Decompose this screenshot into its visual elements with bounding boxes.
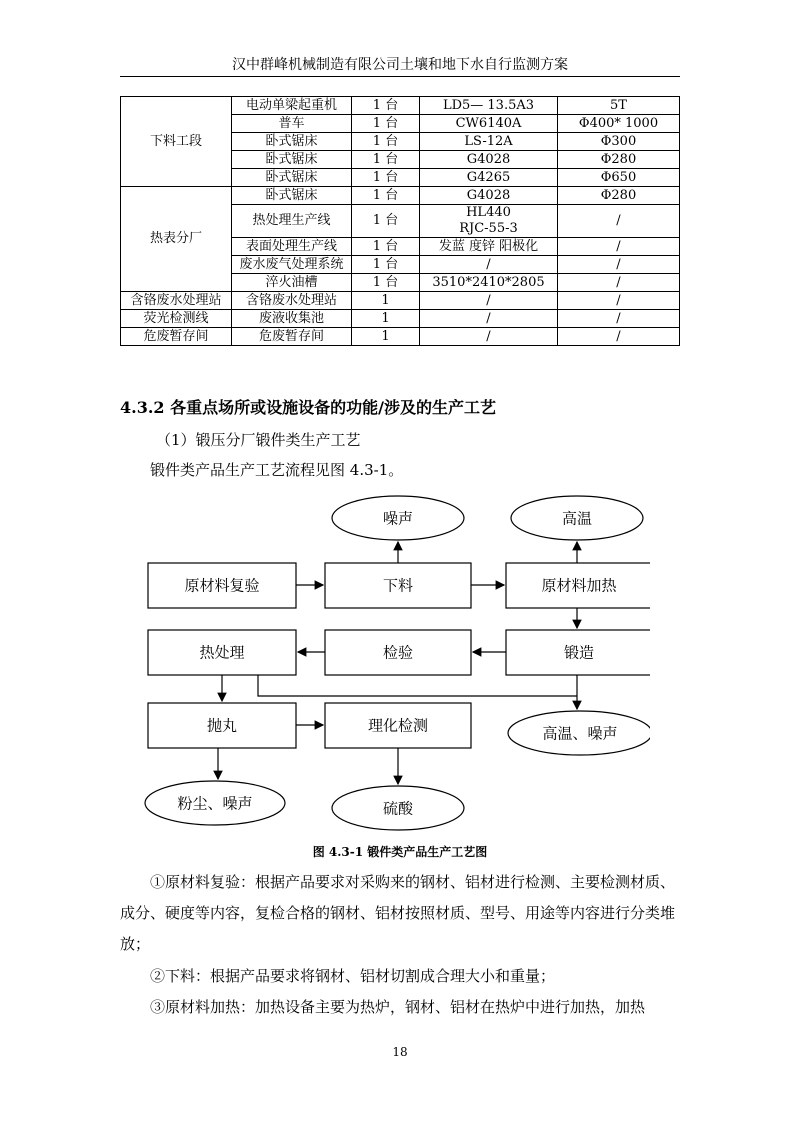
raw-heating-label: 原材料加热 — [541, 576, 617, 595]
phys-chem-label: 理化检测 — [367, 716, 429, 735]
sulfuric-label: 硫酸 — [382, 799, 414, 818]
table-cell: / — [558, 292, 680, 310]
table-cell: / — [420, 256, 558, 274]
table-cell: 卧式锯床 — [232, 169, 352, 187]
table-cell: / — [420, 292, 558, 310]
table-cell: 1 台 — [352, 115, 420, 133]
dust-noise-label: 粉尘、噪声 — [177, 794, 253, 813]
table-row — [121, 328, 680, 346]
table-cell: LD5— 13.5A3 — [420, 97, 558, 115]
page-number: 18 — [392, 1045, 408, 1059]
table-cell: 危废暂存间 — [232, 328, 352, 346]
table-cell: / — [558, 310, 680, 328]
intro-text: 锻件类产品生产工艺流程见图 4.3-1。 — [150, 461, 404, 479]
table-cell: LS-12A — [420, 133, 558, 151]
table-row — [121, 187, 680, 205]
paragraph-raw-heating: ③原材料加热：加热设备主要为热炉，钢材、铝材在热炉中进行加热，加热 — [150, 998, 646, 1016]
table-cell: 普车 — [232, 115, 352, 133]
cutting-label: 下料 — [382, 576, 414, 595]
heat-treat-label: 热处理 — [199, 643, 245, 662]
table-cell: 废水废气处理系统 — [232, 256, 352, 274]
forging-label: 锻造 — [563, 643, 595, 662]
table-row — [121, 97, 680, 115]
table-cell: G4028 — [420, 151, 558, 169]
table-cell: 1 — [352, 292, 420, 310]
table-cell: Φ280 — [558, 187, 680, 205]
table-row — [121, 310, 680, 328]
high-temp-noise-label: 高温、噪声 — [542, 724, 618, 743]
group-name-cell: 荧光检测线 — [121, 310, 232, 328]
table-cell: 卧式锯床 — [232, 133, 352, 151]
table-cell: 电动单梁起重机 — [232, 97, 352, 115]
table-cell: 发蓝 度锌 阳极化 — [420, 238, 558, 256]
table-cell: G4028 — [420, 187, 558, 205]
table-cell: 热处理生产线 — [232, 205, 352, 238]
table-cell: Φ400* 1000 — [558, 115, 680, 133]
table-cell: 1 台 — [352, 238, 420, 256]
table-cell: 含铬废水处理站 — [232, 292, 352, 310]
page-header: 汉中群峰机械制造有限公司土壤和地下水自行监测方案 — [232, 57, 568, 73]
equipment-table — [120, 96, 680, 346]
sub-heading: （1）锻压分厂锻件类生产工艺 — [156, 431, 361, 449]
high-temp-label: 高温 — [561, 509, 593, 528]
process-flow-diagram — [130, 490, 650, 835]
table-cell: G4265 — [420, 169, 558, 187]
header-rule — [120, 76, 680, 77]
paragraph-raw-inspect: ①原材料复验：根据产品要求对采购来的钢材、铝材进行检测、主要检测材质、成分、硬度等内容，复检合格的钢材、铝材按照材质、型号、用途等内容进行分类堆放； — [120, 873, 676, 953]
group-name-cell: 危废暂存间 — [121, 328, 232, 346]
table-cell: 1 — [352, 328, 420, 346]
table-cell: 1 台 — [352, 151, 420, 169]
table-cell: 1 台 — [352, 97, 420, 115]
group-name-cell: 热表分厂 — [121, 187, 232, 292]
table-cell: Φ300 — [558, 133, 680, 151]
table-cell: / — [558, 274, 680, 292]
table-cell: 1 台 — [352, 133, 420, 151]
table-cell: 淬火油槽 — [232, 274, 352, 292]
table-cell: 1 台 — [352, 256, 420, 274]
figure-caption: 图 4.3-1 锻件类产品生产工艺图 — [312, 845, 488, 859]
table-cell: 废液收集池 — [232, 310, 352, 328]
table-cell: / — [558, 256, 680, 274]
noise-label: 噪声 — [382, 509, 414, 528]
table-cell: / — [558, 205, 680, 238]
table-cell: 3510*2410*2805 — [420, 274, 558, 292]
section-heading: 4.3.2 各重点场所或设施设备的功能/涉及的生产工艺 — [120, 398, 496, 417]
table-cell: 1 台 — [352, 187, 420, 205]
group-name-cell: 下料工段 — [121, 97, 232, 187]
table-cell: 1 台 — [352, 169, 420, 187]
table-cell: / — [420, 310, 558, 328]
raw-inspect-label: 原材料复验 — [184, 576, 260, 595]
table-row — [121, 292, 680, 310]
paragraph-cutting: ②下料：根据产品要求将钢材、铝材切割成合理大小和重量； — [150, 967, 556, 985]
table-cell: 1 台 — [352, 205, 420, 238]
shot-blast-label: 抛丸 — [206, 716, 238, 735]
table-cell: 卧式锯床 — [232, 151, 352, 169]
table-cell: HL440 RJC-55-3 — [420, 205, 558, 238]
table-cell: 1 — [352, 310, 420, 328]
table-cell: 卧式锯床 — [232, 187, 352, 205]
table-cell: / — [420, 328, 558, 346]
table-cell: 1 台 — [352, 274, 420, 292]
table-cell: / — [558, 238, 680, 256]
table-cell: Φ280 — [558, 151, 680, 169]
table-cell: Φ650 — [558, 169, 680, 187]
table-cell: / — [558, 328, 680, 346]
table-cell: 表面处理生产线 — [232, 238, 352, 256]
inspection-label: 检验 — [382, 643, 414, 662]
table-cell: 5T — [558, 97, 680, 115]
group-name-cell: 含铬废水处理站 — [121, 292, 232, 310]
table-cell: CW6140A — [420, 115, 558, 133]
